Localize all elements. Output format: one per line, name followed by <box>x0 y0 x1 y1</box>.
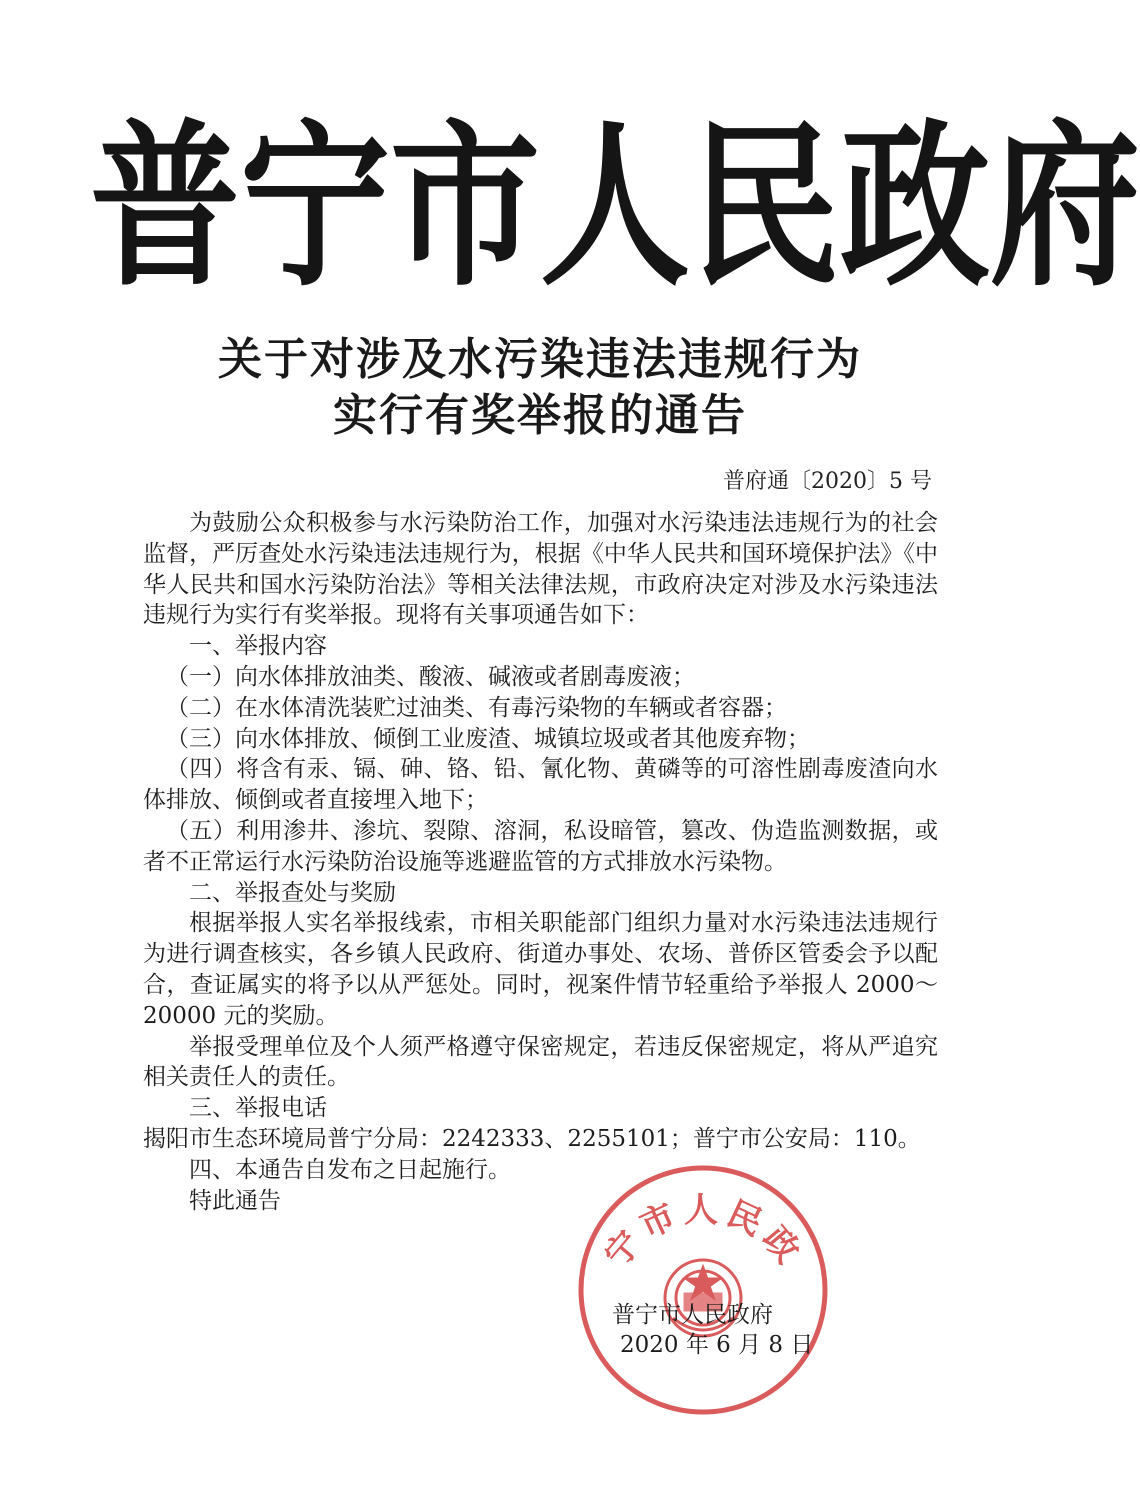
list-item: （二）在水体清洗装贮过油类、有毒污染物的车辆或者容器； <box>166 694 787 721</box>
seal-arc-text: 宁市人民政 <box>597 1190 811 1276</box>
intro-paragraph: 为鼓励公众积极参与水污染防治工作，加强对水污染违法违规行为的社会监督，严厉查处水污染违法违规行为，根据《中华人民共和国环境保护法》《中华人民共和国水污染防治法》等相关法律法规，市政府决定对涉及水污染违法违规行为实行有奖举报。现将有关事项通告如下： <box>143 510 938 629</box>
section-4: 四、本通告自发布之日起施行。 <box>189 1156 511 1183</box>
org-header-char: 普 <box>90 105 241 311</box>
org-header-char: 市 <box>390 105 541 311</box>
list-item: （五）利用渗井、渗坑、裂隙、溶洞，私设暗管，篡改、伪造监测数据，或者不正常运行水污染防治设施等逃避监管的方式排放水污染物。 <box>143 817 938 875</box>
org-header-char: 民 <box>690 105 841 311</box>
org-header-char: 府 <box>990 105 1140 311</box>
section-2-paragraph: 举报受理单位及个人须严格遵守保密规定，若违反保密规定，将从严追究相关责任人的责任。 <box>143 1033 938 1091</box>
section-3-content: 揭阳市生态环境局普宁分局：2242333、2255101；普宁市公安局：110。 <box>143 1125 921 1152</box>
list-item: （三）向水体排放、倾倒工业废渣、城镇垃圾或者其他废弃物； <box>166 725 810 752</box>
section-1-heading: 一、举报内容 <box>189 633 327 660</box>
document-body <box>143 508 938 1216</box>
section-2-paragraph: 根据举报人实名举报线索，市相关职能部门组织力量对水污染违法违规行为进行调查核实，各乡镇人民政府、街道办事处、农场、普侨区管委会予以配合，查证属实的将予以从严惩处。同时，视案件情节轻重给予举报人 2000～20000 元的奖励。 <box>143 910 938 1029</box>
official-seal <box>573 1160 833 1420</box>
document-title-line-2: 实行有奖举报的通告 <box>333 390 747 441</box>
section-3-heading: 三、举报电话 <box>189 1095 327 1122</box>
section-2-heading: 二、举报查处与奖励 <box>189 879 396 906</box>
org-header <box>90 105 1140 311</box>
signature-date: 2020 年 6 月 8 日 <box>620 1332 814 1358</box>
signature-block <box>612 1300 813 1360</box>
org-header-char: 宁 <box>240 105 391 311</box>
document-title-line-1: 关于对涉及水污染违法违规行为 <box>218 334 862 385</box>
org-header-char: 人 <box>540 105 691 311</box>
list-item: （一）向水体排放油类、酸液、碱液或者剧毒废液； <box>166 663 695 690</box>
org-header-char: 政 <box>840 105 991 311</box>
document-number: 普府通〔2020〕5 号 <box>723 469 932 494</box>
closing-line: 特此通告 <box>189 1187 281 1214</box>
list-item: （四）将含有汞、镉、砷、铬、铅、氰化物、黄磷等的可溶性剧毒废渣向水体排放、倾倒或者直接埋入地下； <box>143 756 938 814</box>
signature-org: 普宁市人民政府 <box>612 1302 773 1328</box>
